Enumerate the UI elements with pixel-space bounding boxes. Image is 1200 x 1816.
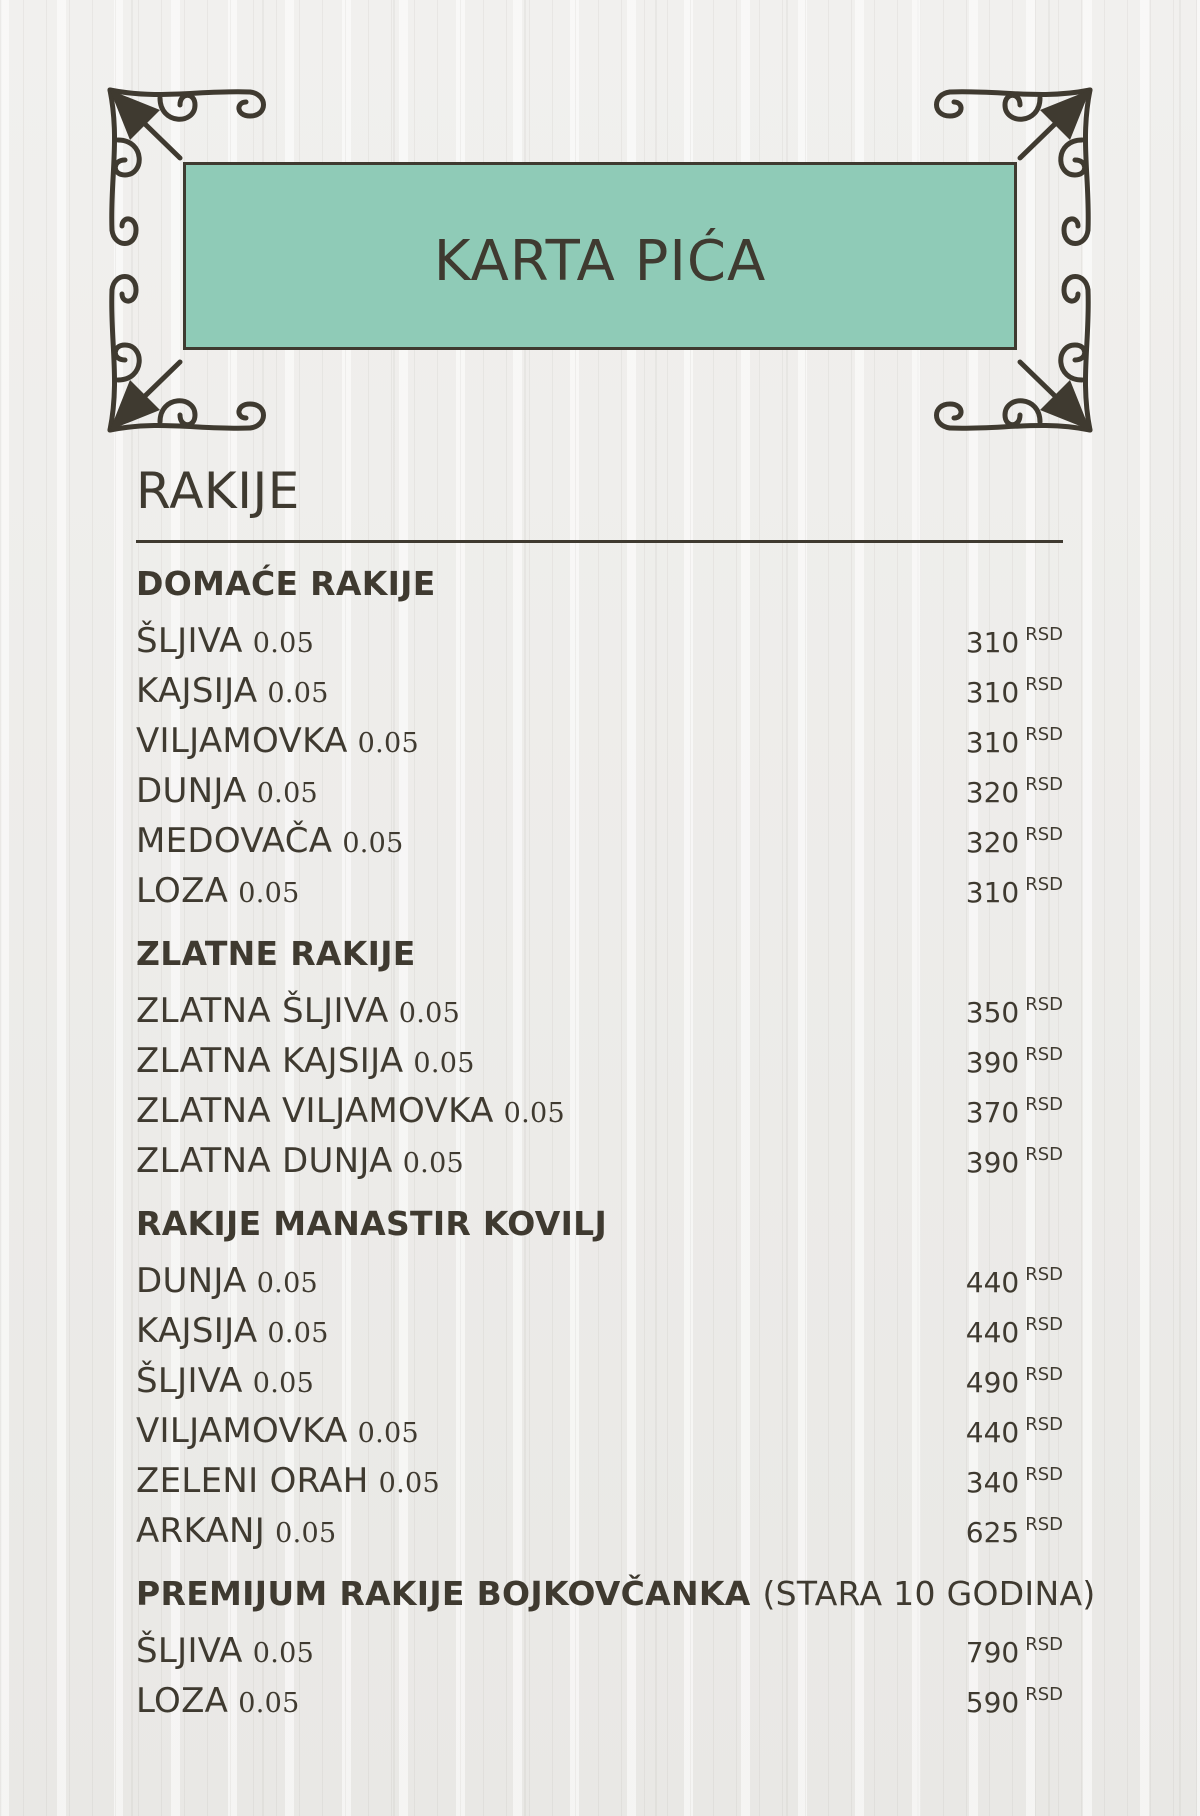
item-price: 350: [965, 996, 1020, 1029]
group-title: [136, 928, 1063, 980]
item-name: KAJSIJA: [136, 671, 258, 711]
item-name-group: [136, 1136, 464, 1189]
item-name: LOZA: [136, 871, 229, 911]
menu-item: [136, 710, 1063, 760]
item-price-group: [966, 860, 1063, 918]
page-title: KARTA PIĆA: [433, 228, 767, 294]
item-name-group: [136, 766, 318, 819]
item-name-group: [136, 1406, 419, 1459]
item-volume: 0.05: [238, 878, 300, 909]
item-volume: 0.05: [357, 1418, 419, 1449]
item-price-group: [966, 1500, 1063, 1558]
item-volume: 0.05: [357, 728, 419, 759]
item-volume: 0.05: [267, 1318, 329, 1349]
item-name-group: [136, 1676, 300, 1729]
item-name: ZELENI ORAH: [136, 1461, 369, 1501]
item-currency: RSD: [1025, 1464, 1063, 1485]
item-currency: RSD: [1025, 674, 1063, 695]
item-currency: RSD: [1025, 1264, 1063, 1285]
menu-item: [136, 1300, 1063, 1350]
group-title: [136, 558, 1063, 610]
item-price: 310: [965, 726, 1020, 759]
item-name: ZLATNA VILJAMOVKA: [136, 1091, 494, 1131]
group-title-note: (STARA 10 GODINA): [762, 1574, 1096, 1613]
item-name-group: [136, 1086, 565, 1139]
item-name: ZLATNA DUNJA: [136, 1141, 393, 1181]
item-name-group: [136, 666, 329, 719]
item-volume: 0.05: [252, 1368, 315, 1399]
item-currency: RSD: [1025, 1514, 1063, 1535]
item-name-group: [136, 1356, 314, 1409]
menu-item: [136, 1450, 1063, 1500]
item-name-group: [136, 616, 314, 669]
item-name-group: [136, 1036, 475, 1089]
item-volume: 0.05: [267, 678, 329, 709]
menu-item: [136, 810, 1063, 860]
item-price: 590: [965, 1686, 1020, 1719]
menu-item: [136, 1130, 1063, 1180]
item-price-group: [966, 1130, 1063, 1188]
item-name-group: [136, 1456, 440, 1509]
item-currency: RSD: [1025, 824, 1063, 845]
item-name-group: [136, 1306, 329, 1359]
menu-group: [136, 1568, 1096, 1721]
item-price: 310: [965, 876, 1020, 909]
group-title-text: ZLATNE RAKIJE: [136, 934, 416, 973]
item-name: VILJAMOVKA: [136, 1411, 348, 1451]
item-currency: RSD: [1025, 1044, 1063, 1065]
item-name: ARKANJ: [136, 1511, 266, 1551]
item-currency: RSD: [1025, 1314, 1063, 1335]
item-price: 625: [965, 1516, 1020, 1549]
item-name: ŠLJIVA: [136, 1361, 243, 1401]
item-volume: 0.05: [402, 1148, 465, 1179]
menu-item: [136, 1250, 1063, 1300]
section-divider: [136, 540, 1063, 543]
menu-item: [136, 1030, 1063, 1080]
group-title-text: PREMIJUM RAKIJE BOJKOVČANKA: [136, 1574, 751, 1613]
item-name: ZLATNA ŠLJIVA: [136, 991, 389, 1031]
item-currency: RSD: [1025, 1094, 1063, 1115]
menu-item: [136, 760, 1063, 810]
item-volume: 0.05: [398, 998, 461, 1029]
menu-item: [136, 1620, 1063, 1670]
item-name-group: [136, 816, 404, 869]
item-price: 370: [965, 1096, 1020, 1129]
item-volume: 0.05: [413, 1048, 475, 1079]
item-price: 440: [965, 1416, 1020, 1449]
menu-item: [136, 1350, 1063, 1400]
item-name: ZLATNA KAJSIJA: [136, 1041, 404, 1081]
group-title: [136, 1198, 1063, 1250]
item-price: 490: [965, 1366, 1020, 1399]
menu-group: [136, 928, 1063, 1180]
item-currency: RSD: [1025, 1634, 1063, 1655]
item-name: KAJSIJA: [136, 1311, 258, 1351]
group-title: [136, 1568, 1096, 1620]
menu-group: [136, 1198, 1063, 1550]
item-name-group: [136, 1256, 318, 1309]
item-currency: RSD: [1025, 1144, 1063, 1165]
item-volume: 0.05: [252, 1638, 315, 1669]
item-name-group: [136, 1626, 314, 1679]
item-name: MEDOVAČA: [136, 821, 333, 861]
item-price: 310: [965, 676, 1020, 709]
item-price: 320: [965, 776, 1020, 809]
item-price: 440: [965, 1316, 1020, 1349]
item-price: 440: [965, 1266, 1020, 1299]
item-volume: 0.05: [252, 628, 315, 659]
item-currency: RSD: [1025, 724, 1063, 745]
item-volume: 0.05: [342, 828, 404, 859]
group-title-text: DOMAĆE RAKIJE: [136, 564, 436, 603]
item-volume: 0.05: [275, 1518, 337, 1549]
menu-item: [136, 660, 1063, 710]
item-name: LOZA: [136, 1681, 229, 1721]
menu-item: [136, 610, 1063, 660]
item-price: 310: [965, 626, 1020, 659]
item-currency: RSD: [1025, 874, 1063, 895]
item-volume: 0.05: [503, 1098, 565, 1129]
item-price: 390: [965, 1046, 1020, 1079]
item-price-group: [966, 1670, 1063, 1728]
item-name: DUNJA: [136, 771, 247, 811]
menu-item: [136, 980, 1063, 1030]
menu-group: [136, 558, 1063, 910]
menu-item: [136, 1080, 1063, 1130]
item-currency: RSD: [1025, 1414, 1063, 1435]
menu-item: [136, 1500, 1063, 1550]
item-currency: RSD: [1025, 774, 1063, 795]
group-title-text: RAKIJE MANASTIR KOVILJ: [136, 1204, 608, 1243]
item-volume: 0.05: [238, 1688, 300, 1719]
item-price: 320: [965, 826, 1020, 859]
item-name: DUNJA: [136, 1261, 247, 1301]
item-currency: RSD: [1025, 994, 1063, 1015]
item-volume: 0.05: [378, 1468, 440, 1499]
item-name: ŠLJIVA: [136, 621, 243, 661]
item-price: 790: [965, 1636, 1020, 1669]
item-name-group: [136, 1506, 336, 1559]
item-currency: RSD: [1025, 1364, 1063, 1385]
item-name-group: [136, 866, 300, 919]
menu-item: [136, 1400, 1063, 1450]
item-name: ŠLJIVA: [136, 1631, 243, 1671]
item-volume: 0.05: [256, 1268, 319, 1299]
item-name-group: [136, 986, 460, 1039]
menu-item: [136, 1670, 1063, 1720]
item-name: VILJAMOVKA: [136, 721, 348, 761]
menu-item: [136, 860, 1063, 910]
item-currency: RSD: [1025, 624, 1063, 645]
section-title: RAKIJE: [136, 462, 300, 520]
item-name-group: [136, 716, 419, 769]
item-price: 390: [965, 1146, 1020, 1179]
menu-list: [136, 558, 1096, 1738]
item-price: 340: [965, 1466, 1020, 1499]
item-currency: RSD: [1025, 1684, 1063, 1705]
title-banner: [183, 162, 1017, 350]
item-volume: 0.05: [256, 778, 319, 809]
